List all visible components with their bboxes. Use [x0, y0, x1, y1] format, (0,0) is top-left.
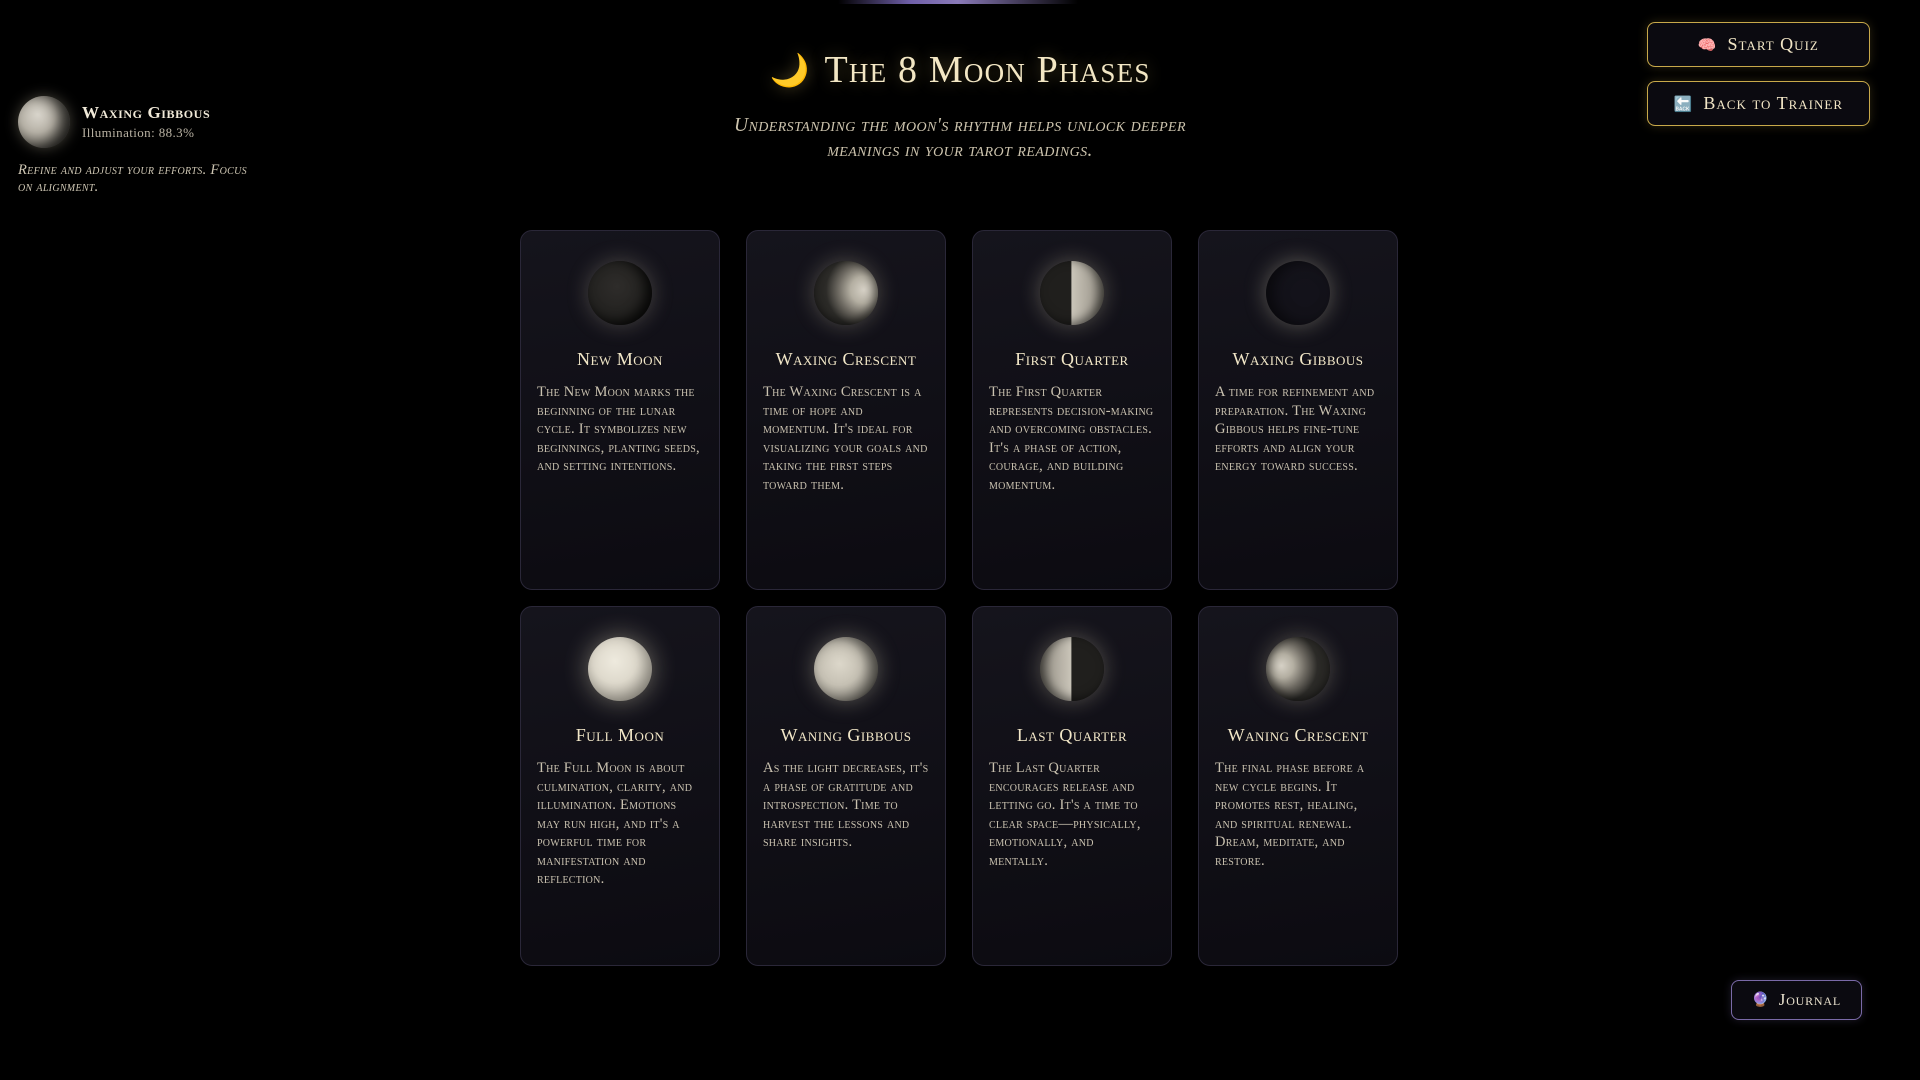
back-to-trainer-label: Back to Trainer: [1703, 93, 1843, 113]
full-moon-icon: [588, 637, 652, 701]
phase-card-waning-gibbous[interactable]: [746, 606, 946, 966]
phase-card-description: The Last Quarter encourages release and letting go. It's a time to clear space—physically, emotionally, and mentally.: [989, 760, 1141, 869]
phase-card-title: Waning Crescent: [1227, 725, 1369, 745]
first-quarter-icon: [1040, 261, 1104, 325]
phase-card-description: The Waxing Crescent is a time of hope and momentum. It's ideal for visualizing your goals and taking the first steps toward them.: [763, 384, 928, 493]
waning-gibbous-icon: [814, 637, 878, 701]
waxing-gibbous-icon: [1266, 261, 1330, 325]
brain-icon: 🧠: [1697, 35, 1718, 54]
phase-card-first-quarter[interactable]: [972, 230, 1172, 590]
page-subtitle: Understanding the moon's rhythm helps unlock deeper meanings in your tarot readings.: [734, 115, 1186, 161]
current-phase-name: Waxing Gibbous: [82, 103, 211, 122]
current-phase-guidance: Refine and adjust your efforts. Focus on alignment.: [18, 162, 247, 195]
phase-card-title: Waxing Gibbous: [1232, 349, 1364, 369]
top-accent-bar: [838, 0, 1078, 4]
phase-card-title: Waning Gibbous: [780, 725, 912, 745]
waxing-crescent-icon: [814, 261, 878, 325]
phase-card-description: As the light decreases, it's a phase of gratitude and introspection. Time to harvest the lessons and share insights.: [763, 760, 929, 851]
phase-card-title: Last Quarter: [1016, 725, 1128, 745]
phase-card-description: A time for refinement and preparation. The Waxing Gibbous helps fine-tune efforts and align your energy toward success.: [1215, 384, 1375, 475]
crescent-moon-icon: 🌙: [769, 51, 811, 89]
journal-label: Journal: [1778, 990, 1841, 1009]
moon-phase-grid: [520, 230, 1398, 966]
phase-card-waning-crescent[interactable]: [1198, 606, 1398, 966]
phase-card-new-moon[interactable]: [520, 230, 720, 590]
new-moon-icon: [588, 261, 652, 325]
current-phase-illumination: Illumination: 88.3%: [82, 125, 195, 140]
phase-card-description: The Full Moon is about culmination, clarity, and illumination. Emotions may run high, and it's a powerful time for manifestation and reflection.: [537, 760, 693, 888]
phase-card-last-quarter[interactable]: [972, 606, 1172, 966]
start-quiz-label: Start Quiz: [1727, 34, 1819, 54]
waning-crescent-icon: [1266, 637, 1330, 701]
page-title: [769, 48, 1150, 92]
back-arrow-icon: 🔙: [1673, 94, 1694, 113]
phase-card-title: New Moon: [577, 349, 663, 369]
phase-card-title: Waxing Crescent: [775, 349, 917, 369]
crystal-ball-icon: 🔮: [1751, 992, 1770, 1008]
phase-card-full-moon[interactable]: [520, 606, 720, 966]
phase-card-description: The final phase before a new cycle begins. It promotes rest, healing, and spiritual renewal. Dream, meditate, and restore.: [1215, 760, 1365, 869]
page-header: [0, 48, 1920, 164]
journal-button[interactable]: [1731, 980, 1862, 1020]
phase-card-title: Full Moon: [575, 725, 665, 745]
phase-card-waxing-gibbous[interactable]: [1198, 230, 1398, 590]
last-quarter-icon: [1040, 637, 1104, 701]
phase-card-description: The First Quarter represents decision-making and overcoming obstacles. It's a phase of action, courage, and building momentum.: [989, 384, 1154, 493]
phase-card-waxing-crescent[interactable]: [746, 230, 946, 590]
page-title-text: The 8 Moon Phases: [824, 49, 1151, 91]
phase-card-title: First Quarter: [1015, 349, 1129, 369]
phase-card-description: The New Moon marks the beginning of the lunar cycle. It symbolizes new beginnings, planting seeds, and setting intentions.: [537, 384, 700, 475]
